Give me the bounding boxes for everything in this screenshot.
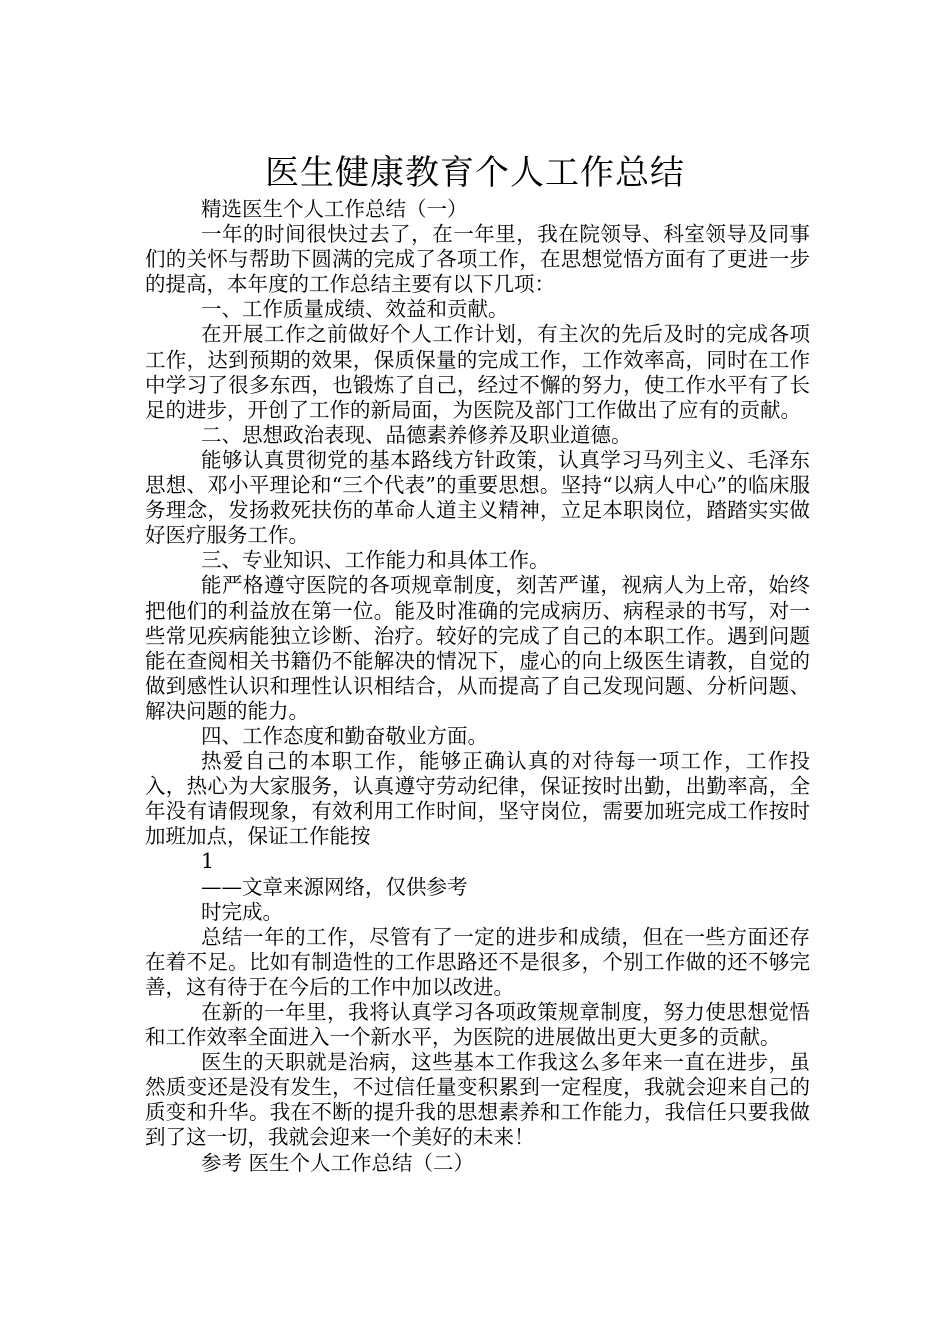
paragraph: 热爱自己的本职工作，能够正确认真的对待每一项工作，工作投入，热心为大家服务，认真遵守劳动纪律，保证按时出勤，出勤率高，全年没有请假现象，有效利用工作时间，坚守岗位，需要加班完成工作按时加班加点，保证工作能按	[145, 749, 810, 849]
paragraph: 能够认真贯彻党的基本路线方针政策，认真学习马列主义、毛泽东思想、邓小平理论和“三个代表”的重要思想。坚持“以病人中心”的临床服务理念，发扬救死扶伤的革命人道主义精神，立足本职岗位，踏踏实实做好医疗服务工作。	[145, 447, 810, 548]
section-heading: 一、工作质量成绩、效益和贡献。	[201, 297, 509, 322]
paragraph: 能严格遵守医院的各项规章制度，刻苦严谨，视病人为上帝，始终把他们的利益放在第一位。能及时准确的完成病历、病程录的书写，对一些常见疾病能独立诊断、治疗。较好的完成了自己的本职工作。遇到问题能在查阅相关书籍仍不能解决的情况下，虚心的向上级医生请教，自觉的做到感性认识和理性认识相结合，从而提高了自己发现问题、分析问题、解决问题的能力。	[145, 573, 810, 723]
section-heading: 参考 医生个人工作总结（二）	[201, 1150, 475, 1175]
page-number: 1	[201, 849, 215, 874]
source-note: ——文章来源网络，仅供参考	[201, 874, 468, 899]
paragraph: 在新的一年里，我将认真学习各项政策规章制度，努力使思想觉悟和工作效率全面进入一个新水平，为医院的进展做出更大更多的贡献。	[145, 1000, 810, 1050]
paragraph: 一年的时间很快过去了，在一年里，我在院领导、科室领导及同事们的关怀与帮助下圆满的完成了各项工作，在思想觉悟方面有了更进一步的提高，本年度的工作总结主要有以下几项：	[145, 222, 810, 297]
section-heading: 四、工作态度和勤奋敬业方面。	[201, 723, 488, 748]
section-heading: 精选医生个人工作总结（一）	[201, 197, 468, 221]
paragraph: 医生的天职就是治病，这些基本工作我这么多年来一直在进步，虽然质变还是没有发生，不过信任量变积累到一定程度，我就会迎来自己的质变和升华。我在不断的提升我的思想素养和工作能力，我信任只要我做到了这一切，我就会迎来一个美好的未来！	[145, 1050, 810, 1150]
page-title: 医生健康教育个人工作总结	[265, 152, 685, 193]
section-heading: 三、专业知识、工作能力和具体工作。	[201, 548, 550, 573]
document-body	[145, 197, 810, 1176]
section-heading: 二、思想政治表现、品德素养修养及职业道德。	[201, 422, 632, 447]
paragraph: 在开展工作之前做好个人工作计划，有主次的先后及时的完成各项工作，达到预期的效果，保质保量的完成工作，工作效率高，同时在工作中学习了很多东西，也锻炼了自己，经过不懈的努力，使工作水平有了长足的进步，开创了工作的新局面，为医院及部门工作做出了应有的贡献。	[145, 322, 810, 422]
paragraph: 总结一年的工作，尽管有了一定的进步和成绩，但在一些方面还存在着不足。比如有制造性的工作思路还不是很多，个别工作做的还不够完善，这有待于在今后的工作中加以改进。	[145, 924, 810, 999]
paragraph: 时完成。	[201, 899, 283, 924]
